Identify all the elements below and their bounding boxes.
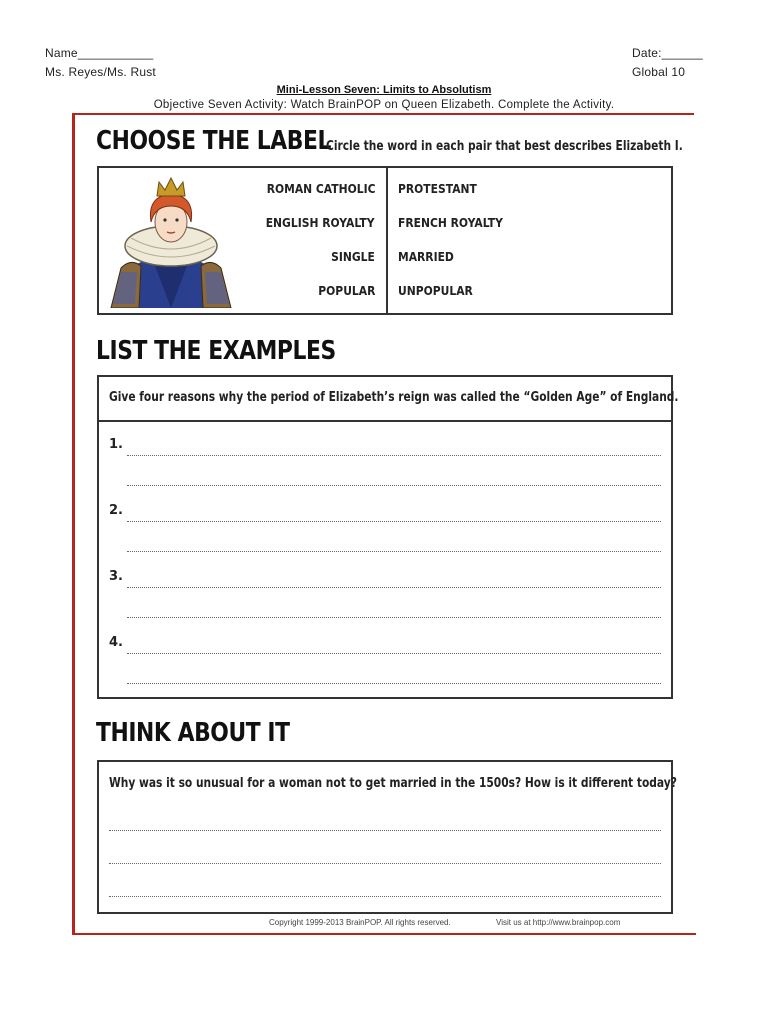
answer-line[interactable] xyxy=(127,551,661,552)
option-married[interactable]: MARRIED xyxy=(398,249,454,264)
option-popular[interactable]: POPULAR xyxy=(317,283,375,298)
frame-top-border xyxy=(72,113,694,115)
date-field-line: Date:______ xyxy=(632,46,703,60)
answer-line[interactable] xyxy=(109,896,661,897)
answer-line[interactable] xyxy=(127,617,661,618)
examples-question-row xyxy=(99,377,679,422)
think-about-it-box xyxy=(97,760,677,914)
option-french-royalty[interactable]: FRENCH ROYALTY xyxy=(398,215,503,230)
answer-line[interactable] xyxy=(127,455,661,456)
think-question: Why was it so unusual for a woman not to get married in the 1500s? How is it different today? xyxy=(109,776,677,791)
objective-text: Objective Seven Activity: Watch BrainPOP on Queen Elizabeth. Complete the Activity. xyxy=(153,99,615,111)
teacher-names: Ms. Reyes/Ms. Rust xyxy=(45,65,156,79)
list-examples-title: LIST THE EXAMPLES xyxy=(96,336,336,366)
examples-question: Give four reasons why the period of Elizabeth’s reign was called the “Golden Age” of England. xyxy=(109,390,679,405)
answer-line[interactable] xyxy=(109,830,661,831)
website-link[interactable]: Visit us at http://www.brainpop.com xyxy=(496,918,621,927)
frame-left-border xyxy=(72,113,75,935)
answer-line[interactable] xyxy=(127,485,661,486)
course-name: Global 10 xyxy=(632,65,686,79)
choose-label-title: CHOOSE THE LABEL xyxy=(96,126,331,156)
copyright-text: Copyright 1999-2013 BrainPOP. All rights reserved. xyxy=(269,918,451,927)
label-column-divider xyxy=(386,168,388,313)
answer-line[interactable] xyxy=(127,683,661,684)
lesson-title: Mini-Lesson Seven: Limits to Absolutism xyxy=(276,84,492,96)
answer-line[interactable] xyxy=(127,587,661,588)
option-english-royalty[interactable]: ENGLISH ROYALTY xyxy=(266,215,375,230)
choose-label-box xyxy=(97,166,673,315)
choose-label-instruction: Circle the word in each pair that best describes Elizabeth I. xyxy=(326,139,683,154)
answer-line[interactable] xyxy=(109,863,661,864)
frame-bottom-border xyxy=(72,933,696,935)
answer-line[interactable] xyxy=(127,653,661,654)
option-roman-catholic[interactable]: ROMAN CATHOLIC xyxy=(266,181,375,196)
answer-number: 1. xyxy=(109,437,123,452)
answer-number: 3. xyxy=(109,569,123,584)
option-protestant[interactable]: PROTESTANT xyxy=(398,181,477,196)
think-about-it-title: THINK ABOUT IT xyxy=(96,718,290,748)
answer-number: 2. xyxy=(109,503,123,518)
queen-elizabeth-illustration xyxy=(107,176,235,308)
option-single[interactable]: SINGLE xyxy=(331,249,375,264)
answer-line[interactable] xyxy=(127,521,661,522)
list-examples-box xyxy=(97,375,679,699)
name-field-line: Name___________ xyxy=(45,46,154,60)
option-unpopular[interactable]: UNPOPULAR xyxy=(398,283,473,298)
answer-number: 4. xyxy=(109,635,123,650)
